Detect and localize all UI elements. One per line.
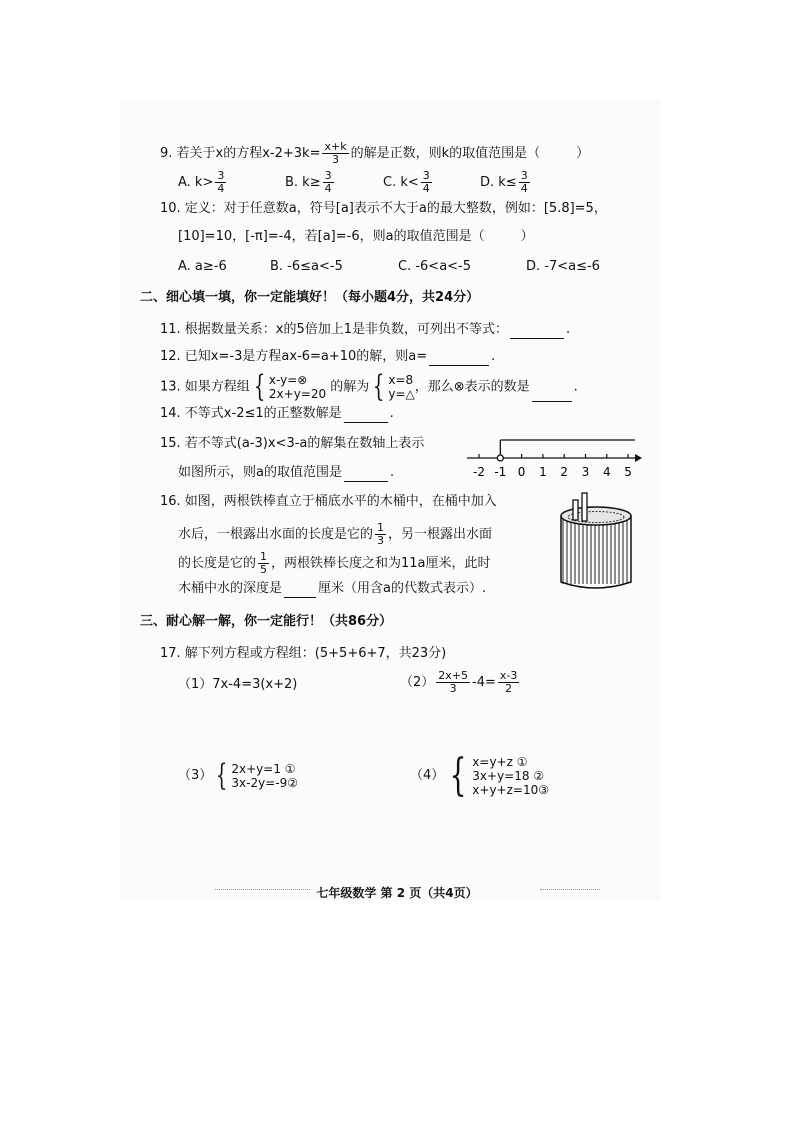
q9-fraction xyxy=(322,141,348,166)
q17-p3-row2: 3x-2y=-9② xyxy=(231,775,298,790)
q10-option-a[interactable]: A. a≥-6 xyxy=(178,259,227,274)
q13-system-2: { x=8 y=△ xyxy=(373,369,415,404)
q9-option-b-den: 4 xyxy=(324,182,332,195)
q13-sys1-row2: 2x+y=20 xyxy=(268,387,327,401)
q9-option-c-den: 4 xyxy=(422,182,430,195)
section-2-heading: 二、细心填一填，你一定能填好！（每小题4分，共24分） xyxy=(140,290,480,305)
number-line-tick-label: 0 xyxy=(517,465,526,479)
iron-rod-left xyxy=(573,500,578,520)
q10-line2-text: [10]=10，[-π]=-4，若[a]=-6，则a的取值范围是（ xyxy=(178,229,485,244)
q16-frac1-den: 3 xyxy=(377,534,385,547)
q16-line3-text: 的长度是它的 xyxy=(178,556,257,571)
question-14 xyxy=(160,405,394,423)
question-13 xyxy=(160,369,578,404)
iron-rod-right xyxy=(582,493,587,521)
q10-option-b[interactable]: B. -6≤a<-5 xyxy=(270,259,343,274)
q13-text-c: ，那么⊗表示的数是 xyxy=(414,379,530,395)
number-line-tick-label: 2 xyxy=(560,465,569,479)
q16-frac2-den: 5 xyxy=(260,563,268,576)
number-line-tick-label: -2 xyxy=(473,465,485,479)
q11-end: . xyxy=(566,322,571,337)
q13-sys2-row1: x=8 xyxy=(388,373,414,387)
q9-text: 9. 若关于x的方程x-2+3k= xyxy=(160,146,321,161)
number-line-tick-label: -1 xyxy=(494,465,507,479)
q14-end: . xyxy=(389,406,394,421)
number-line-tick-label: 4 xyxy=(602,465,611,479)
q17-part-1: （1）7x-4=3(x+2) xyxy=(178,677,298,692)
number-line-tick-label: 1 xyxy=(539,465,547,479)
q13-system-1: { x-y=⊗ 2x+y=20 xyxy=(253,369,327,404)
q9-option-c[interactable] xyxy=(383,170,434,195)
q9-option-a-den: 4 xyxy=(217,182,225,195)
q16-line4-text: 木桶中水的深度是 xyxy=(178,581,283,596)
q16-line3 xyxy=(178,551,491,576)
q11-text: 11. 根据数量关系：x的5倍加上1是非负数，可列出不等式： xyxy=(160,322,509,337)
q17-part-3-label: （3） xyxy=(178,768,213,783)
q16-line2 xyxy=(178,522,492,547)
question-9 xyxy=(160,141,589,166)
section-3-heading: 三、耐心解一解，你一定能行！（共86分） xyxy=(140,614,393,629)
q13-text-b: 的解为 xyxy=(330,379,370,395)
q15-line1: 15. 若不等式(a-3)x<3-a的解集在数轴上表示 xyxy=(160,436,425,451)
q17-p2-frac2-den: 2 xyxy=(505,682,513,695)
q17-p2-frac1-den: 3 xyxy=(449,682,457,695)
page-footer: 七年级数学 第 2 页（共4页） xyxy=(316,886,478,900)
q17-part-2 xyxy=(400,670,521,696)
q11-answer-blank[interactable] xyxy=(510,324,564,339)
q17-p3-row1: 2x+y=1 ① xyxy=(231,761,296,776)
q17-part-4: （4） { x=y+z ① 3x+y=18 ② x+y+z=10③ xyxy=(410,749,549,801)
q10-close: ） xyxy=(520,229,534,244)
q17-p2-mid: -4= xyxy=(472,675,496,690)
q15-line2 xyxy=(178,464,394,482)
q9-option-d[interactable] xyxy=(480,170,532,195)
q12-text: 12. 已知x=-3是方程ax-6=a+10的解，则a= xyxy=(160,349,428,364)
q17-p2-frac2-num: x-3 xyxy=(499,669,518,682)
q17-p4-row1: x=y+z ① xyxy=(472,754,528,769)
q10-option-c[interactable]: C. -6<a<-5 xyxy=(398,259,472,274)
q17-p4-row3: x+y+z=10③ xyxy=(472,782,549,797)
q10-line1: 10. 定义：对于任意数a，符号[a]表示不大于a的最大整数，例如：[5.8]=5， xyxy=(160,201,607,216)
q9-option-d-label: D. k≤ xyxy=(480,175,517,190)
barrel-figure xyxy=(555,490,640,592)
number-line xyxy=(465,432,643,484)
q9-option-b-num: 3 xyxy=(324,169,332,182)
q9-frac-den: 3 xyxy=(332,153,340,166)
q17-part-2-label: （2） xyxy=(400,675,435,690)
number-line-tick-label: 3 xyxy=(581,465,590,479)
q10-line2 xyxy=(178,228,534,246)
q16-line1: 16. 如图，两根铁棒直立于桶底水平的木桶中，在桶中加入 xyxy=(160,494,497,509)
q17-title: 17. 解下列方程或方程组：(5+5+6+7，共23分) xyxy=(160,646,447,661)
q10-option-d[interactable]: D. -7<a≤-6 xyxy=(526,259,600,274)
q15-end: . xyxy=(389,465,395,480)
q16-line2-text-b: ，另一根露出水面 xyxy=(388,527,493,542)
q9-option-d-den: 4 xyxy=(520,182,528,195)
open-circle-point xyxy=(497,455,503,461)
q9-close: ） xyxy=(576,146,590,161)
q17-p4-row2: 3x+y=18 ② xyxy=(472,768,545,783)
question-12 xyxy=(160,348,495,366)
q9-option-a[interactable] xyxy=(178,170,228,195)
q16-line4-text-b: 厘米（用含a的代数式表示）. xyxy=(318,581,487,596)
question-11 xyxy=(160,321,570,339)
q9-option-b[interactable] xyxy=(285,170,336,195)
q9-text-b: 的解是正数，则k的取值范围是（ xyxy=(350,146,541,161)
q15-line2-text: 如图所示，则a的取值范围是 xyxy=(178,465,342,480)
arrow-right-icon xyxy=(635,454,642,462)
q17-p2-frac1-num: 2x+5 xyxy=(438,669,469,682)
q13-answer-blank[interactable] xyxy=(532,387,572,402)
q17-part-4-label: （4） xyxy=(410,768,445,783)
q17-part-3: （3） { 2x+y=1 ① 3x-2y=-9② xyxy=(178,757,298,793)
q12-answer-blank[interactable] xyxy=(429,351,489,366)
q13-sys1-row1: x-y=⊗ xyxy=(268,373,308,387)
q9-option-a-label: A. k> xyxy=(178,175,214,190)
q9-option-d-num: 3 xyxy=(520,169,528,182)
q16-line4 xyxy=(178,580,486,598)
q13-end: . xyxy=(573,379,578,395)
q14-answer-blank[interactable] xyxy=(344,408,388,423)
q9-option-c-num: 3 xyxy=(422,169,430,182)
q15-answer-blank[interactable] xyxy=(344,467,388,482)
q13-text: 13. 如果方程组 xyxy=(160,379,250,395)
q14-text: 14. 不等式x-2≤1的正整数解是 xyxy=(160,406,342,421)
q9-option-c-label: C. k< xyxy=(383,175,419,190)
q13-sys2-row2: y=△ xyxy=(388,387,415,401)
q9-frac-num: x+k xyxy=(324,140,347,153)
barrel-body xyxy=(563,520,627,584)
q16-answer-blank[interactable] xyxy=(284,583,316,598)
q9-option-b-label: B. k≥ xyxy=(285,175,321,190)
number-line-tick-label: 5 xyxy=(624,465,632,479)
q9-option-a-num: 3 xyxy=(217,169,225,182)
q12-end: . xyxy=(491,349,496,364)
q16-line2-text: 水后，一根露出水面的长度是它的 xyxy=(178,527,374,542)
q16-frac2-num: 1 xyxy=(260,550,268,563)
q16-line3-text-b: ，两根铁棒长度之和为11a厘米，此时 xyxy=(271,556,491,571)
q16-frac1-num: 1 xyxy=(377,521,385,534)
